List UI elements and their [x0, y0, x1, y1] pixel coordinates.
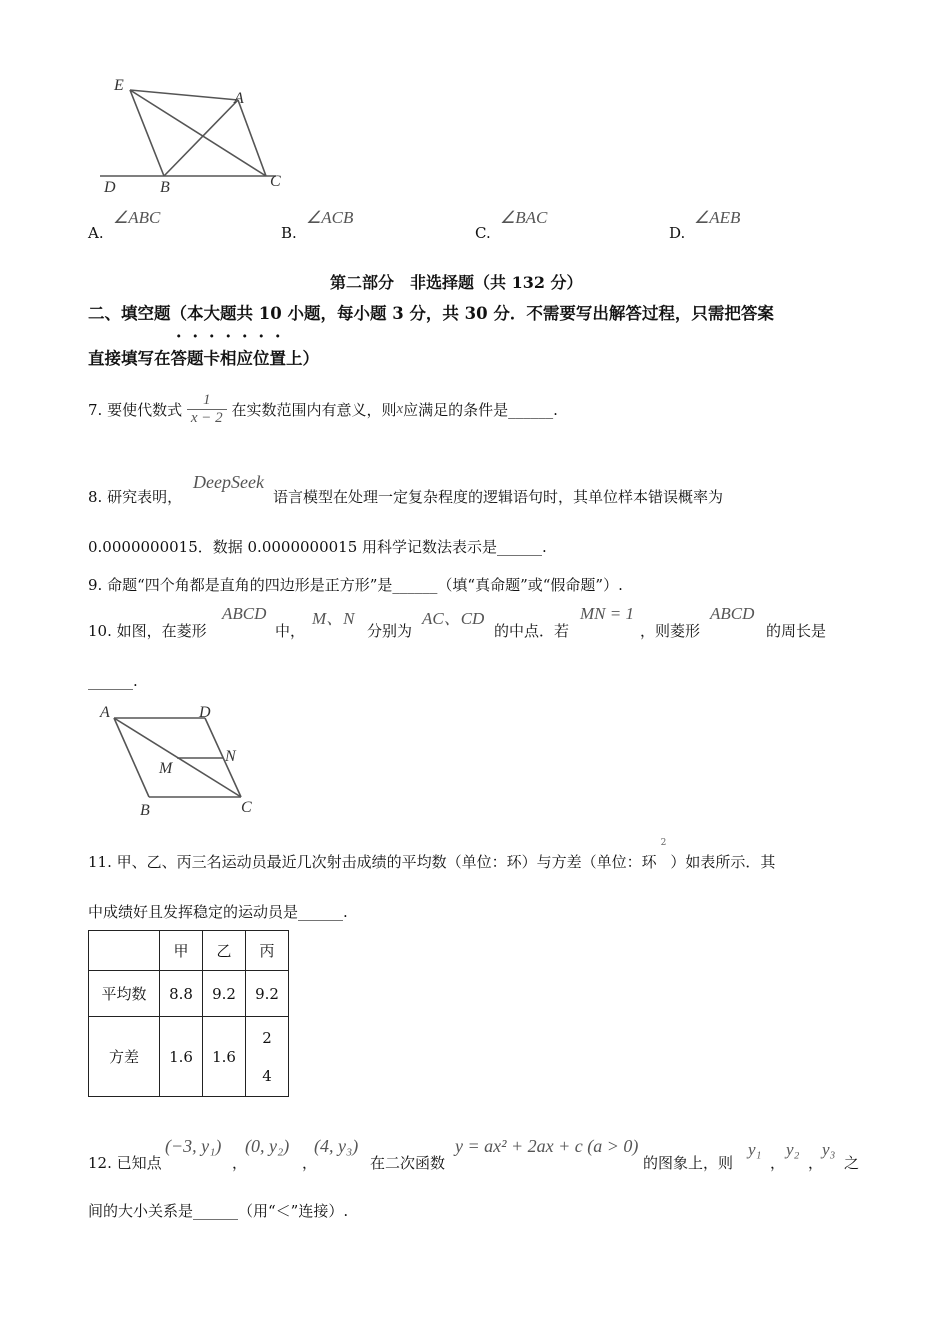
point-label-n: N [225, 748, 236, 765]
question-8-line2: 0.0000000015．数据 0.0000000015 用科学记数法表示是______. [88, 538, 547, 556]
section2-line2-post: 上） [286, 349, 319, 368]
q12-y1: y₁ [748, 1140, 762, 1159]
figure-rhombus-abcd [95, 700, 275, 825]
table-cell-split [246, 1017, 289, 1097]
point-label-e: E [114, 77, 124, 94]
dotted-char: 位 [253, 349, 270, 368]
q12-t3: 的图象上，则 [643, 1154, 734, 1172]
q10-line2: ______. [88, 672, 138, 690]
q7-fraction [187, 392, 227, 427]
q11-line1-post: ）如表所示．其 [670, 853, 776, 871]
q10-t4: 的中点．若 [494, 622, 570, 640]
point-label-a: A [234, 90, 244, 107]
q12-c1: ， [232, 1154, 248, 1172]
table-header-cell: 乙 [203, 931, 246, 971]
point-label-c: C [241, 799, 252, 816]
option-d-letter: D. [669, 224, 686, 242]
table-header-row [89, 931, 289, 971]
point-label-c: C [270, 173, 281, 190]
q7-fraction-numerator: 1 [187, 392, 227, 410]
table-header-cell: 甲 [160, 931, 203, 971]
q12-point1: (−3, y₁) [165, 1136, 222, 1156]
question-8-line1 [88, 486, 182, 507]
point-label-b: B [160, 179, 170, 196]
table-row [89, 1017, 289, 1097]
part2-title: 第二部分 非选择题（共 132 分） [330, 273, 583, 292]
q10-t5: ，则菱形 [640, 622, 701, 640]
q10-t2: 中， [275, 622, 306, 640]
dotted-char: 答 [170, 349, 187, 368]
table-cell: 1.6 [160, 1017, 203, 1097]
q12-t1: 12. 已知点 [88, 1154, 162, 1172]
q12-point3: (4, y₃) [314, 1136, 359, 1156]
q10-t6: 的周长是 [766, 622, 827, 640]
q10-m4: MN = 1 [580, 604, 634, 623]
q12-c3: ， [770, 1154, 786, 1172]
q7-fraction-denominator: x − 2 [190, 410, 223, 426]
q7-middle: 在实数范围内有意义，则 [231, 401, 397, 419]
option-a-expr: ∠ABC [113, 208, 161, 227]
q12-c2: ， [302, 1154, 318, 1172]
dotted-char: 题 [187, 349, 204, 368]
section2-heading-line1: 二、填空题（本大题共 10 小题，每小题 3 分，共 30 分．不需要写出解答过程，只需把答案 [88, 304, 774, 323]
point-label-d: D [104, 179, 116, 196]
table-row-label: 方差 [89, 1017, 160, 1097]
figure-quadrilateral-eabc [90, 70, 300, 200]
q8-suffix: 语言模型在处理一定复杂程度的逻辑语句时，其单位样本错误概率为 [273, 488, 724, 506]
point-label-b: B [140, 802, 150, 819]
q12-y3: y₃ [822, 1140, 836, 1159]
q10-t1: 10. 如图，在菱形 [88, 622, 207, 640]
q8-model-name: DeepSeek [193, 472, 264, 492]
point-label-d: D [199, 704, 211, 721]
table-cell: 1.6 [203, 1017, 246, 1097]
q10-m2: M、N [312, 609, 355, 628]
option-b-letter: B. [281, 224, 297, 242]
q11-line1-pre: 11. 甲、乙、丙三名运动员最近几次射击成绩的平均数（单位：环）与方差（单位：环 [88, 853, 657, 871]
question-11-line1 [88, 838, 776, 872]
section2-line2-pre: 直接填写在 [88, 349, 171, 368]
scores-table [88, 930, 289, 1097]
q12-t4: 之 [844, 1154, 860, 1172]
question-11-line2: 中成绩好且发挥稳定的运动员是______. [88, 903, 348, 921]
question-7 [88, 392, 558, 427]
point-label-a: A [100, 704, 110, 721]
option-b-expr: ∠ACB [306, 208, 354, 227]
q11-superscript: 2 [660, 838, 667, 848]
q10-m3: AC、CD [422, 609, 485, 628]
table-cell: 8.8 [160, 971, 203, 1017]
option-c-letter: C. [475, 224, 491, 242]
point-label-m: M [159, 760, 173, 777]
q12-point2: (0, y₂) [245, 1136, 290, 1156]
table-cell: 9.2 [203, 971, 246, 1017]
q12-t2: 在二次函数 [370, 1154, 446, 1172]
table-header-cell [89, 931, 160, 971]
option-a-letter: A. [88, 224, 104, 242]
table-row [89, 971, 289, 1017]
q12-y2: y₂ [786, 1140, 800, 1159]
q10-m5: ABCD [710, 604, 755, 623]
q7-prefix: 7. 要使代数式 [88, 401, 183, 419]
section2-heading-line2 [88, 345, 319, 369]
q7-variable: x [396, 401, 404, 417]
dotted-char: 卡 [203, 349, 220, 368]
table-cell: 9.2 [246, 971, 289, 1017]
q12-c4: ， [808, 1154, 824, 1172]
dotted-char: 置 [269, 349, 286, 368]
table-row-label: 平均数 [89, 971, 160, 1017]
table-header-cell: 丙 [246, 931, 289, 971]
q10-t3: 分别为 [367, 622, 413, 640]
q8-prefix: 8. 研究表明， [88, 488, 183, 506]
option-c-expr: ∠BAC [500, 208, 548, 227]
q10-m1: ABCD [222, 604, 267, 623]
q12-line2: 间的大小关系是______（用“＜”连接）. [88, 1202, 349, 1220]
dotted-char: 相 [220, 349, 237, 368]
dotted-char: 应 [236, 349, 253, 368]
question-9: 9. 命题“四个角都是直角的四边形是正方形”是______（填“真命题”或“假命题”）. [88, 576, 623, 594]
table-cell-top: 2 [262, 1028, 272, 1047]
table-cell-bottom: 4 [262, 1066, 272, 1085]
q7-suffix: 应满足的条件是______. [403, 401, 558, 419]
option-d-expr: ∠AEB [694, 208, 741, 227]
q12-function: y = ax² + 2ax + c (a > 0) [455, 1136, 639, 1156]
